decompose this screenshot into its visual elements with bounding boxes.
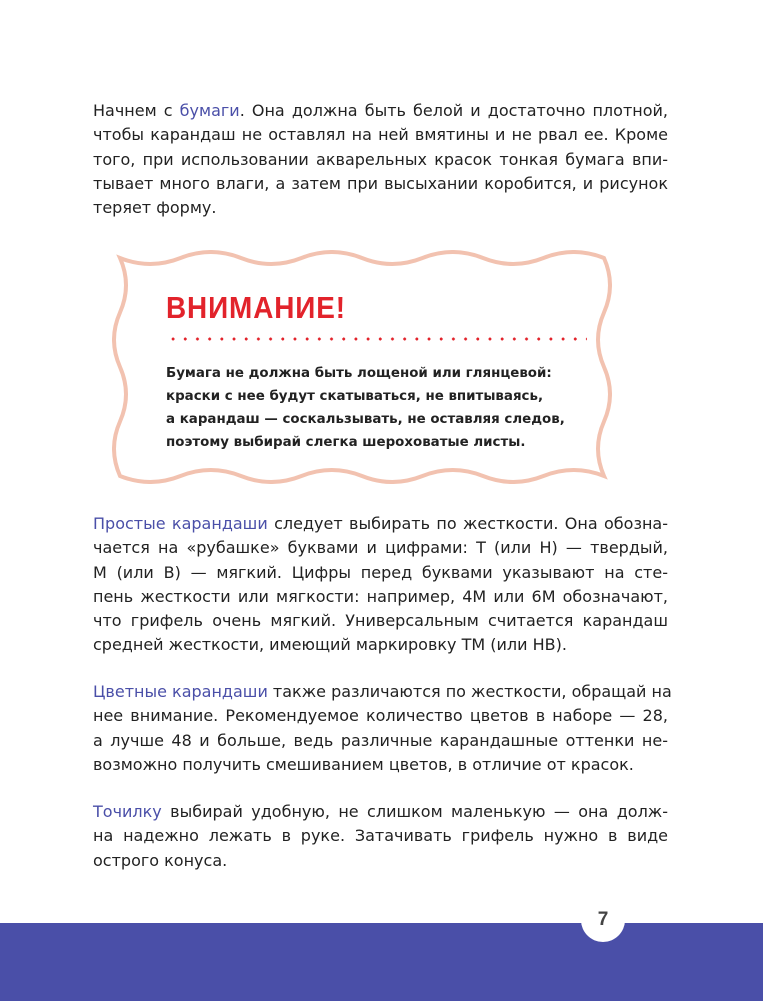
- dotted-divider: [167, 337, 587, 341]
- text-segment: пень жесткости или мягкости: например, 4М или 6М обозначают,: [93, 586, 668, 606]
- highlighted-term: Цветные карандаши: [93, 682, 268, 701]
- text-segment: следует выбирать по жесткости. Она обозна-: [267, 514, 669, 533]
- text-line: [93, 148, 668, 172]
- text-line: [93, 633, 668, 657]
- text-segment: тывает много влаги, а затем при высыхании коробится, и рисунок: [93, 173, 668, 193]
- text-segment: что грифель очень мягкий. Универсальным считается карандаш: [93, 611, 668, 631]
- text-segment: острого конуса.: [93, 850, 228, 870]
- text-line: [93, 123, 668, 147]
- text-segment: Начнем с: [93, 101, 180, 120]
- text-segment: теряет форму.: [93, 198, 217, 218]
- text-segment: М (или В) — мягкий. Цифры перед буквами указывают на сте-: [93, 562, 668, 582]
- highlighted-term: Простые карандаши: [93, 514, 268, 533]
- text-line: [93, 99, 668, 123]
- text-line: [93, 753, 668, 777]
- paragraph-pencils: [93, 512, 668, 658]
- text-line: [93, 800, 668, 824]
- text-line: [93, 536, 668, 560]
- text-line: [93, 729, 668, 753]
- notice-line: поэтому выбирай слегка шероховатые листы.: [166, 435, 526, 450]
- text-line: [93, 172, 668, 196]
- text-line: [93, 680, 672, 704]
- text-segment: средней жесткости, имеющий маркировку ТМ (или НВ).: [93, 635, 567, 655]
- paragraph-color-pencils: [93, 680, 672, 777]
- text-line: [93, 561, 668, 585]
- text-line: [93, 849, 668, 873]
- page-number: 7: [581, 898, 625, 942]
- text-line: [93, 512, 668, 536]
- text-segment: также различаются по жесткости, обращай на: [267, 682, 672, 701]
- text-segment: выбирай удобную, не слишком маленькую — она долж-: [161, 802, 668, 821]
- notice-line: а карандаш — соскальзывать, не оставляя следов,: [166, 412, 565, 427]
- notice-line: краски с нее будут скатываться, не впитываясь,: [166, 389, 544, 404]
- notice-line: Бумага не должна быть лощеной или глянцевой:: [166, 366, 552, 381]
- text-segment: а лучше 48 и больше, ведь различные карандашные оттенки не-: [93, 730, 668, 750]
- text-line: [93, 196, 668, 220]
- notice-title: ВНИМАНИЕ!: [166, 290, 346, 325]
- notice-text: [166, 362, 565, 454]
- paragraph-sharpener: [93, 800, 668, 873]
- text-segment: . Она должна быть белой и достаточно плотной,: [239, 101, 668, 120]
- text-segment: нее внимание. Рекомендуемое количество цветов в наборе — 28,: [93, 706, 668, 726]
- notice-box: [112, 250, 612, 484]
- text-segment: чается на «рубашке» буквами и цифрами: Т (или Н) — твердый,: [93, 538, 668, 558]
- text-line: [93, 824, 668, 848]
- text-segment: того, при использовании акварельных красок тонкая бумага впи-: [93, 149, 668, 169]
- paragraph-paper: [93, 99, 668, 220]
- text-line: [93, 609, 668, 633]
- footer-band: [0, 923, 763, 1001]
- text-segment: возможно получить смешиванием цветов, в отличие от красок.: [93, 754, 634, 774]
- highlighted-term: бумаги: [179, 101, 240, 120]
- text-segment: на надежно лежать в руке. Затачивать грифель нужно в виде: [93, 826, 668, 846]
- text-line: [93, 704, 668, 728]
- text-segment: чтобы карандаш не оставлял на ней вмятины и не рвал ее. Кроме: [93, 125, 668, 145]
- highlighted-term: Точилку: [93, 802, 162, 821]
- text-line: [93, 585, 668, 609]
